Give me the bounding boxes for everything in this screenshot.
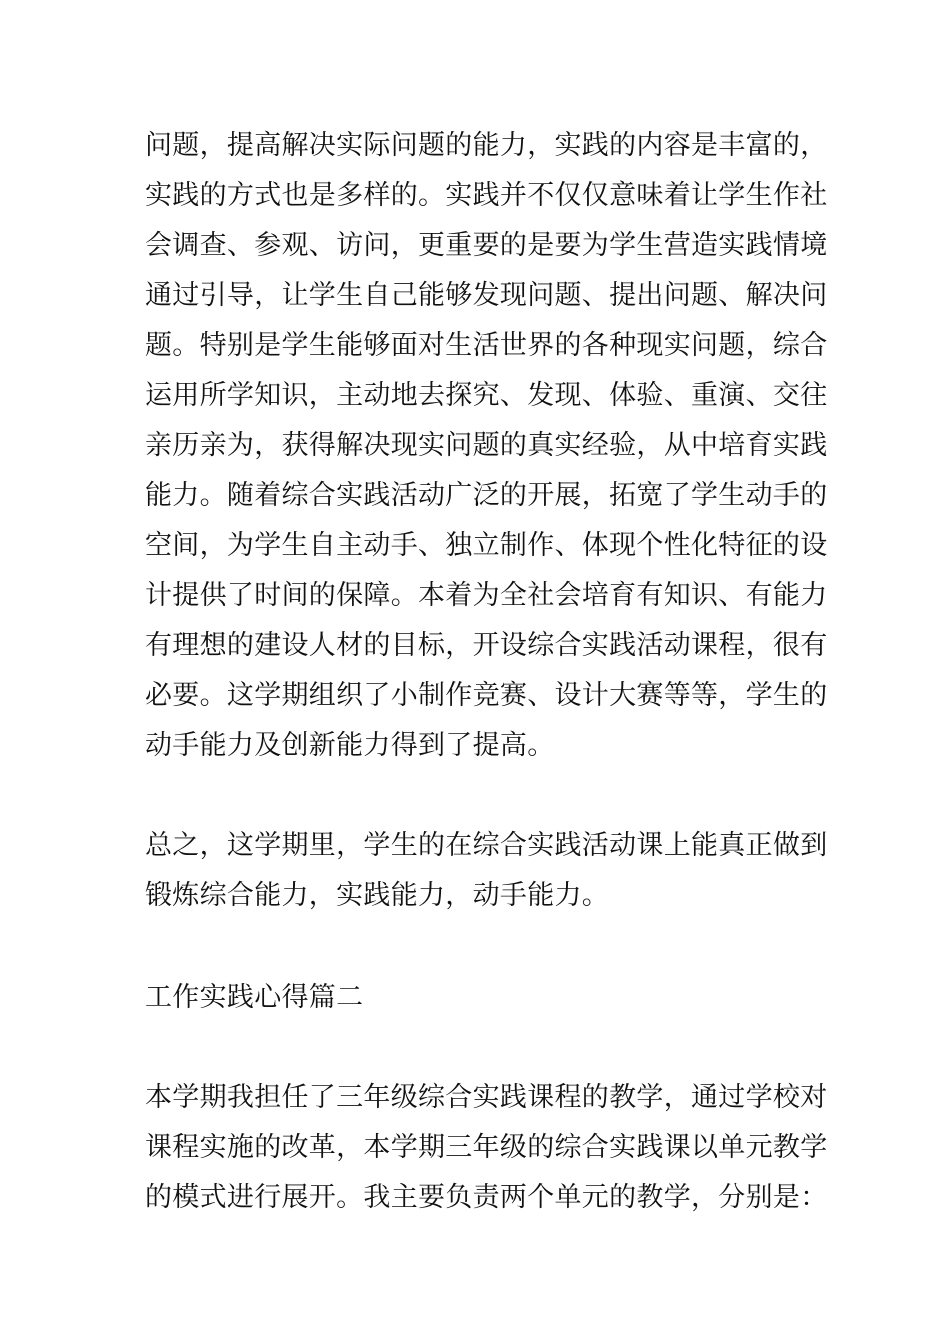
text-line: 的模式进行展开。我主要负责两个单元的教学，分别是：: [145, 1182, 828, 1213]
text-line: 会调查、参观、访问，更重要的是要为学生营造实践情境: [145, 230, 828, 261]
text-line: 计提供了时间的保障。本着为全社会培育有知识、有能力: [145, 580, 828, 611]
text-line: 运用所学知识，主动地去探究、发现、体验、重演、交往: [145, 380, 828, 411]
section-heading: 工作实践心得篇二: [145, 982, 364, 1013]
text-line: 必要。这学期组织了小制作竞赛、设计大赛等等，学生的: [145, 680, 828, 711]
text-line: 有理想的建设人材的目标，开设综合实践活动课程，很有: [145, 630, 828, 661]
text-line: 课程实施的改革，本学期三年级的综合实践课以单元教学: [145, 1132, 828, 1163]
text-line: 空间，为学生自主动手、独立制作、体现个性化特征的设: [145, 530, 828, 561]
text-line: 锻炼综合能力，实践能力，动手能力。: [145, 880, 610, 911]
text-line: 亲历亲为，获得解决现实问题的真实经验，从中培育实践: [145, 430, 828, 461]
text-line: 实践的方式也是多样的。实践并不仅仅意味着让学生作社: [145, 180, 828, 211]
text-line: 动手能力及创新能力得到了提高。: [145, 730, 555, 761]
text-line: 能力。随着综合实践活动广泛的开展，拓宽了学生动手的: [145, 480, 828, 511]
text-line: 总之，这学期里，学生的在综合实践活动课上能真正做到: [145, 830, 828, 861]
text-line: 本学期我担任了三年级综合实践课程的教学，通过学校对: [145, 1082, 828, 1113]
text-line: 题。特别是学生能够面对生活世界的各种现实问题，综合: [145, 330, 828, 361]
text-line: 通过引导，让学生自己能够发现问题、提出问题、解决问: [145, 280, 828, 311]
text-line: 问题，提高解决实际问题的能力，实践的内容是丰富的，: [145, 130, 828, 161]
